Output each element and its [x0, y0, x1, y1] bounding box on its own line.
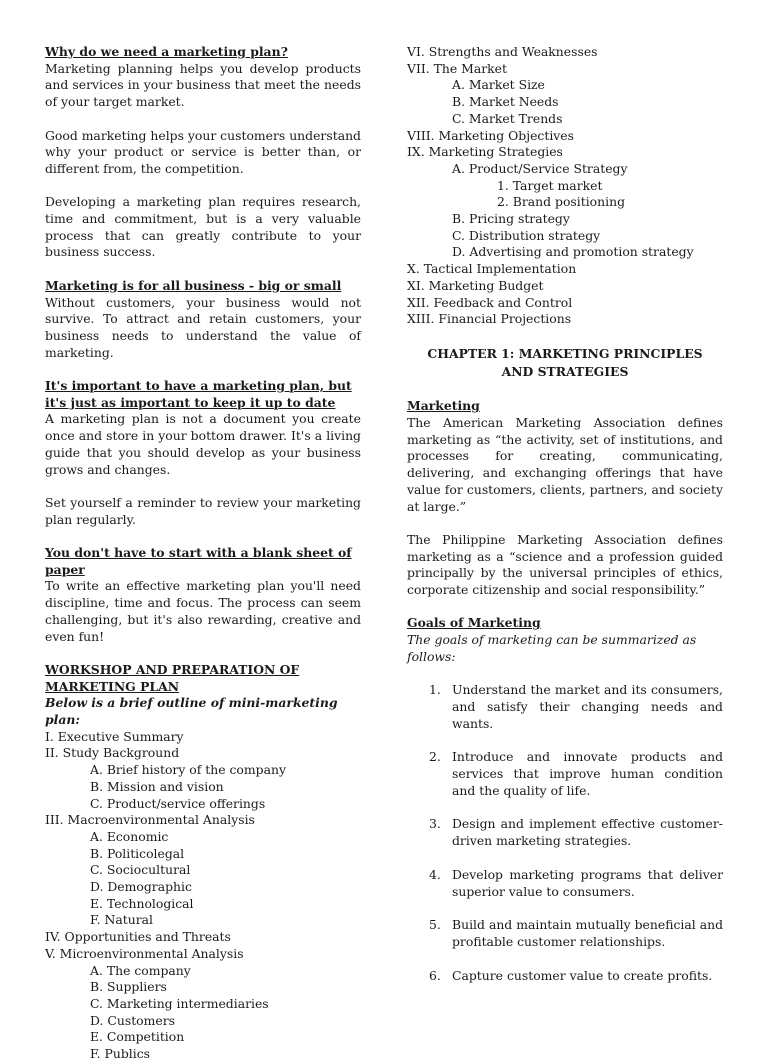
outline-item: F. Natural — [90, 912, 154, 928]
outline-item: 1. Target market — [497, 177, 603, 193]
outline-item: IV. Opportunities and Threats — [45, 929, 231, 945]
outline-item: VII. The Market — [407, 60, 507, 76]
outline-item: XIII. Financial Projections — [407, 311, 572, 327]
outline-item: A. Economic — [90, 828, 169, 844]
outline-item: E. Technological — [90, 895, 194, 911]
goal-text: Build and maintain mutually beneficial and profitable customer relationships. — [452, 917, 723, 949]
goal-number: 5. — [429, 917, 441, 933]
outline-item: XII. Feedback and Control — [407, 294, 573, 310]
outline-list-right — [407, 44, 723, 328]
chapter-title: CHAPTER 1: MARKETING PRINCIPLES AND STRATEGIES — [427, 345, 703, 380]
marketing-heading: Marketing — [407, 398, 480, 414]
goal-text: Understand the market and its consumers, and satisfy their changing needs and wants. — [452, 682, 723, 731]
outline-item: C. Sociocultural — [90, 862, 191, 878]
outline-item: IX. Marketing Strategies — [407, 144, 563, 160]
outline-item: XI. Marketing Budget — [407, 277, 544, 293]
important-paragraph-2: Set yourself a reminder to review your marketing plan regularly. — [45, 494, 361, 527]
important-paragraph-1: A marketing plan is not a document you create once and store in your bottom drawer. It's a living guide that you should develop as your business grows and changes. — [45, 411, 361, 477]
why-paragraph-1: Marketing planning helps you develop products and services in your business that meet the needs of your target market. — [45, 60, 361, 110]
pma-definition: The Philippine Marketing Association defines marketing as a “science and a profession guided principally by the universal principles of ethics, corporate citizenship and social responsibility.” — [407, 531, 723, 598]
all-business-paragraph: Without customers, your business would not survive. To attract and retain customers, your business needs to understand the value of marketing. — [45, 294, 361, 360]
outline-item: III. Macroenvironmental Analysis — [45, 812, 255, 828]
outline-item: D. Customers — [90, 1012, 175, 1028]
goal-number: 6. — [429, 967, 441, 983]
goals-intro: The goals of marketing can be summarized as follows: — [407, 632, 697, 664]
right-column — [407, 44, 723, 1001]
goal-text: Introduce and innovate products and services that improve human condition and the quality of life. — [452, 749, 723, 798]
outline-list-left — [45, 729, 361, 1063]
outline-item: II. Study Background — [45, 745, 180, 761]
goals-list — [407, 682, 723, 984]
outline-item: C. Market Trends — [452, 110, 563, 126]
why-heading: Why do we need a marketing plan? — [45, 44, 288, 59]
outline-item: B. Mission and vision — [90, 778, 224, 794]
goal-item — [407, 749, 723, 799]
goal-number: 2. — [429, 749, 441, 765]
goal-text: Design and implement effective customer-driven marketing strategies. — [452, 816, 723, 849]
why-paragraph-3: Developing a marketing plan requires research, time and commitment, but is a very valuable process that can greatly contribute to your business success. — [45, 194, 361, 260]
goal-item — [407, 917, 723, 950]
outline-item: A. Market Size — [452, 77, 545, 93]
blank-sheet-heading: You don't have to start with a blank sheet of paper — [45, 545, 352, 577]
goal-item — [407, 968, 723, 985]
goal-number: 3. — [429, 816, 441, 832]
goal-item — [407, 816, 723, 849]
important-heading: It's important to have a marketing plan, but it's just as important to keep it up to date — [45, 378, 352, 410]
goal-item — [407, 867, 723, 900]
all-business-heading: Marketing is for all business - big or small — [45, 277, 342, 293]
outline-item: VI. Strengths and Weaknesses — [407, 44, 598, 59]
workshop-heading: WORKSHOP AND PREPARATION OF MARKETING PLAN — [45, 661, 300, 694]
outline-item: 2. Brand positioning — [497, 194, 625, 210]
outline-item: X. Tactical Implementation — [407, 261, 577, 277]
outline-item: C. Marketing intermediaries — [90, 995, 269, 1011]
outline-item: B. Pricing strategy — [452, 211, 570, 227]
goal-text: Capture customer value to create profits. — [452, 967, 713, 983]
outline-item: I. Executive Summary — [45, 728, 184, 744]
outline-item: E. Competition — [90, 1029, 185, 1045]
outline-item: B. Politicolegal — [90, 845, 185, 861]
outline-item: B. Market Needs — [452, 94, 559, 110]
outline-intro: Below is a brief outline of mini-marketing plan: — [45, 695, 338, 728]
ama-definition: The American Marketing Association defines marketing as “the activity, set of institutions, and processes for creating, communicating, delivering, and exchanging offerings that have value for customers, clients, partners, and society at large.” — [407, 415, 723, 514]
goal-text: Develop marketing programs that deliver superior value to consumers. — [452, 866, 723, 899]
goal-item — [407, 682, 723, 732]
outline-item: C. Distribution strategy — [452, 227, 601, 243]
goal-number: 1. — [429, 682, 441, 698]
left-column — [45, 44, 361, 1063]
outline-item: A. Brief history of the company — [90, 762, 286, 778]
outline-item: D. Demographic — [90, 879, 192, 895]
outline-item: V. Microenvironmental Analysis — [45, 945, 244, 961]
goals-heading: Goals of Marketing — [407, 615, 541, 631]
outline-item: C. Product/service offerings — [90, 795, 266, 811]
outline-item: VIII. Marketing Objectives — [407, 127, 574, 143]
outline-item: B. Suppliers — [90, 979, 167, 995]
outline-item: A. The company — [90, 962, 191, 978]
outline-item: F. Publics — [90, 1046, 151, 1062]
why-paragraph-2: Good marketing helps your customers understand why your product or service is better than, or different from, the competition. — [45, 127, 361, 176]
goal-number: 4. — [429, 866, 441, 882]
outline-item: D. Advertising and promotion strategy — [452, 244, 694, 260]
outline-item: A. Product/Service Strategy — [452, 160, 628, 176]
blank-sheet-paragraph: To write an effective marketing plan you'll need discipline, time and focus. The process can seem challenging, but it's also rewarding, creative and even fun! — [45, 578, 361, 644]
